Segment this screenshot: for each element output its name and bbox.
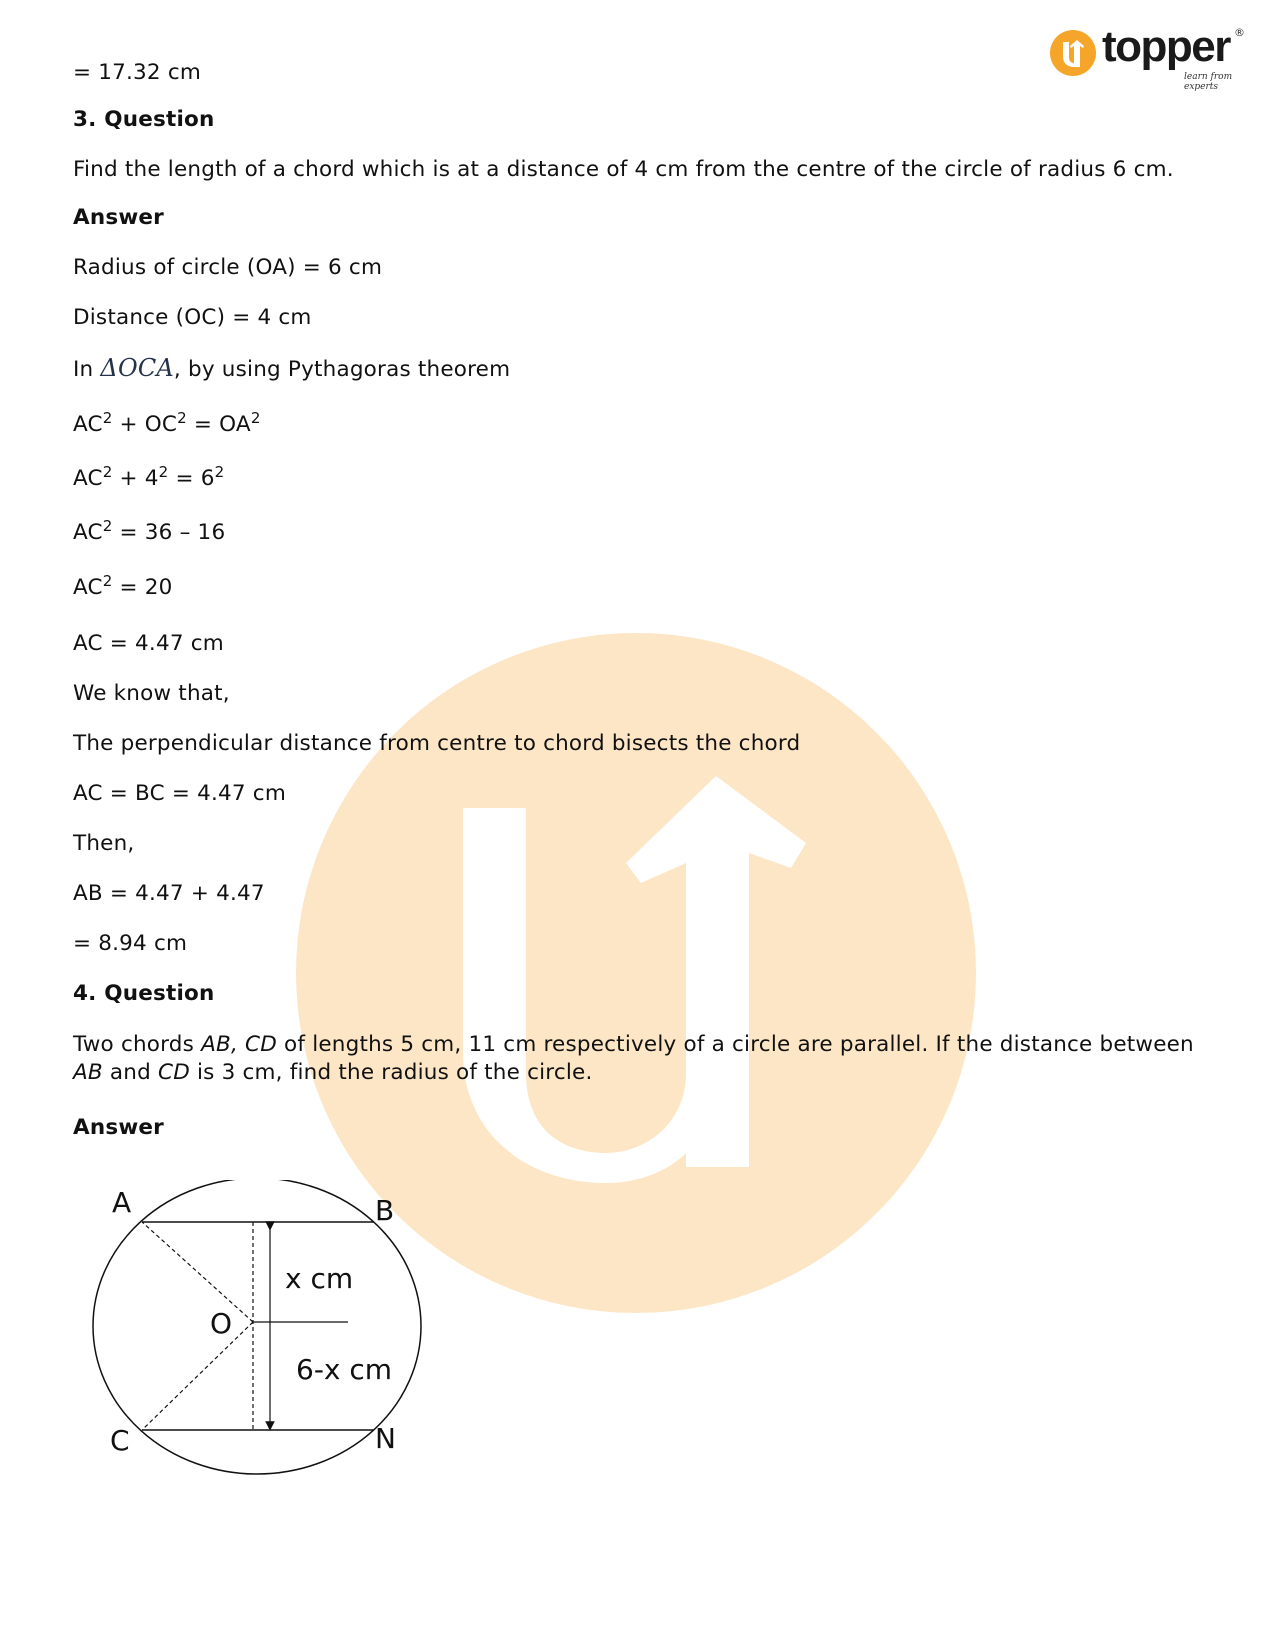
brand-registered-mark: ® [1234,26,1245,39]
pythagoras-suffix: , by using Pythagoras theorem [173,357,511,382]
label-a: A [112,1186,132,1219]
eq1-exp-a: 2 [102,409,113,427]
eq4-rest: = 20 [112,575,173,600]
radius-oc [142,1322,253,1430]
brand-name: topper [1102,22,1230,71]
label-n: N [375,1422,396,1455]
eq2-term-a: AC [73,466,103,491]
eq3-term-a: AC [73,520,103,545]
radius-line: Radius of circle (OA) = 6 cm [73,255,383,280]
eq1-exp-c: 2 [250,409,261,427]
radius-oa [142,1222,253,1322]
eq3-exp: 2 [102,517,113,535]
ac-bc-line: AC = BC = 4.47 cm [73,781,286,806]
eq1-term-a: AC [73,412,103,437]
previous-result: = 17.32 cm [73,60,201,85]
eq2-term-c: = 6 [168,466,215,491]
question-4-heading: 4. Question [73,981,215,1006]
equation-1 [73,411,261,439]
eq1-exp-b: 2 [177,409,187,427]
equation-4 [73,574,173,602]
q4-text-part3: and [102,1060,158,1085]
brand-logo-icon [1050,30,1096,76]
eq2-exp-c: 2 [214,463,225,481]
ac-value-line: AC = 4.47 cm [73,631,224,656]
q4-text-part2: of lengths 5 cm, 11 cm respectively of a circle are parallel. If the distance between [277,1032,1194,1057]
question-4-text [73,1031,1213,1087]
then-line: Then, [73,831,135,856]
distance-line: Distance (OC) = 4 cm [73,305,312,330]
q4-text-part4: is 3 cm, find the radius of the circle. [189,1060,593,1085]
eq4-exp: 2 [102,572,113,590]
eq1-term-b: + OC [112,412,178,437]
q4-chord-ab: AB [73,1060,103,1085]
q4-chords-ab-cd: AB, CD [201,1032,277,1057]
label-b: B [375,1194,395,1227]
eq2-exp-a: 2 [102,463,113,481]
label-6-x-cm: 6-x cm [296,1353,393,1386]
circle-chord-diagram [80,1180,440,1480]
eq3-rest: = 36 – 16 [112,520,226,545]
label-c: C [110,1424,130,1457]
answer-heading-2: Answer [73,1115,164,1140]
ab-result-line: = 8.94 cm [73,931,188,956]
ab-sum-line: AB = 4.47 + 4.47 [73,881,265,906]
eq2-term-b: + 4 [112,466,159,491]
equation-3 [73,519,225,547]
question-3-text: Find the length of a chord which is at a distance of 4 cm from the centre of the circle of radius 6 cm. [73,157,1174,182]
q4-text-part1: Two chords [73,1032,202,1057]
pythagoras-prefix: In [73,357,101,382]
triangle-symbol: ΔOCA [100,354,174,382]
answer-heading: Answer [73,205,164,230]
label-o: O [210,1307,233,1340]
label-x-cm: x cm [285,1262,354,1295]
brand-tagline: learn from experts [1184,72,1233,92]
eq4-term-a: AC [73,575,103,600]
pythagoras-line [73,354,510,384]
q4-chord-cd: CD [157,1060,190,1085]
question-3-heading: 3. Question [73,107,215,132]
equation-2 [73,465,224,493]
bisect-line: The perpendicular distance from centre to chord bisects the chord [73,731,801,756]
eq2-exp-b: 2 [158,463,169,481]
brand-logo [1050,22,1250,92]
we-know-line: We know that, [73,681,230,706]
eq1-term-c: = OA [186,412,251,437]
